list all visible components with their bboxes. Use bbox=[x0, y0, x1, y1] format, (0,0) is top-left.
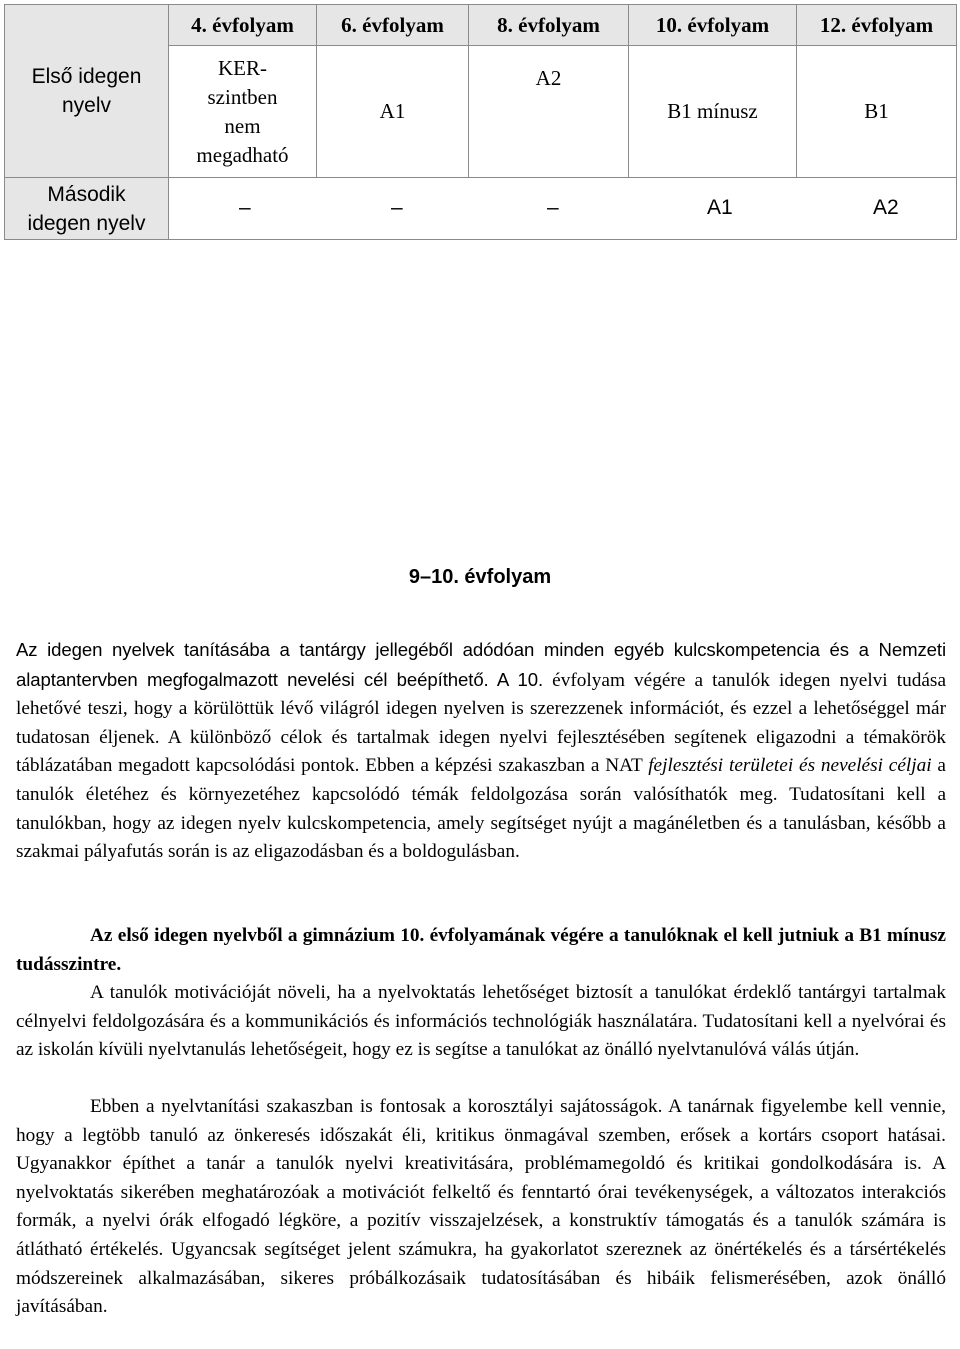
level-cell-grade-12: B1 bbox=[797, 46, 957, 178]
grade-header-row bbox=[5, 5, 957, 46]
second-level-grade-6: – bbox=[391, 195, 403, 219]
level-cell-grade-4: KER-szintben nem megadható bbox=[169, 46, 317, 178]
paragraph-competencies bbox=[16, 636, 946, 867]
second-level-grade-10: A1 bbox=[707, 195, 733, 219]
second-language-label: Második idegen nyelv bbox=[5, 178, 169, 240]
target-level-statement: Az első idegen nyelvből a gimnázium 10. évfolyamának végére a tanulóknak el kell jutniuk a B1 mínusz tudásszintre. bbox=[16, 925, 946, 975]
second-level-grade-4: – bbox=[239, 195, 251, 219]
grade-header-12: 12. évfolyam bbox=[797, 5, 957, 46]
second-level-grade-12: A2 bbox=[873, 195, 899, 219]
level-cell-grade-10: B1 mínusz bbox=[629, 46, 797, 178]
level-cell-grade-8: A2 bbox=[469, 46, 629, 178]
level-cell-grade-6: A1 bbox=[317, 46, 469, 178]
grade-header-8: 8. évfolyam bbox=[469, 5, 629, 46]
paragraph-competencies-intro: Az idegen nyelvek tanításába a tantárgy jellegéből adódóan minden egyéb kulcskompetencia és a Nemzeti alaptantervben megfogalmazott nevelési cél beépíthető. A 10. bbox=[16, 639, 946, 690]
second-level-grade-8: – bbox=[547, 195, 559, 219]
grade-header-4: 4. évfolyam bbox=[169, 5, 317, 46]
paragraph-age-characteristics: Ebben a nyelvtanítási szakaszban is fontosak a korosztályi sajátosságok. A tanárnak figyelembe kell vennie, hogy a legtöbb tanuló az önkeresés időszakát éli, kritikus önmagával szemben, erősek a kortárs csoport hatásai. Ugyanakkor építhet a tanár a tanulók nyelvi kreativitására, problémamegoldó és kritikai gondolkodására is. A nyelvoktatás sikerében meghatározóak a motivációt felkeltő és fenntartó órai tevékenységek, a változatos interakciós formák, a nyelvi órák elfogadó légköre, a pozitív visszajelzések, a konstruktív támogatás és a tanulók számára is átlátható értékelés. Ugyancsak segítséget jelent számukra, ha gyakorlatot szereznek az önértékelés és a társértékelés módszereinek alkalmazásában, sikeres próbálkozásaik tudatosításában és hibáik felismerésében, azok önálló javításában. bbox=[16, 1096, 946, 1318]
paragraph-competencies-end: a tanulók életéhez és környezetéhez kapcsolódó témák feldolgozása során valósíthatók meg. Tudatosítani kell a tanulókban, hogy az idegen nyelv kulcskompetencia, amely segítséget nyújt a magánéletben és a tanulásban, később a szakmai pályafutás során is az eligazodásban és a boldogulásban. bbox=[16, 755, 946, 863]
paragraph-competencies-body: évfolyam végére a tanulók idegen nyelvi tudása lehetővé teszi, hogy a körülöttük lévő világról idegen nyelven is szerezzenek információt, és ezzel a lehetőséggel már tudatosan éljenek. A különböző célok és tartalmak idegen nyelvi fejlesztésében segítenek eligazodni a témakörök táblázatában megadott kapcsolódási pontok. Ebben a képzési szakaszban a NAT bbox=[16, 669, 946, 777]
first-language-label: Első idegen nyelv bbox=[5, 5, 169, 178]
grade-header-6: 6. évfolyam bbox=[317, 5, 469, 46]
second-language-levels bbox=[169, 178, 957, 240]
grade-header-10: 10. évfolyam bbox=[629, 5, 797, 46]
nat-goals-emphasis: fejlesztési területei és nevelési céljai bbox=[648, 755, 932, 777]
section-title: 9–10. évfolyam bbox=[408, 566, 552, 588]
paragraph-motivation: A tanulók motivációját növeli, ha a nyelvoktatás lehetőséget biztosít a tanulókat érdeklő tantárgyi tartalmak célnyelvi feldolgozására és a kommunikációs és információs technológiák használatára. Tudatosítani kell a nyelvórai és az iskolán kívüli nyelvtanulás lehetőségeit, hogy ez is segítse a tanulókat az önálló nyelvtanulóvá válás útján. bbox=[16, 982, 946, 1061]
second-language-row bbox=[5, 178, 957, 240]
language-level-table bbox=[4, 4, 957, 240]
